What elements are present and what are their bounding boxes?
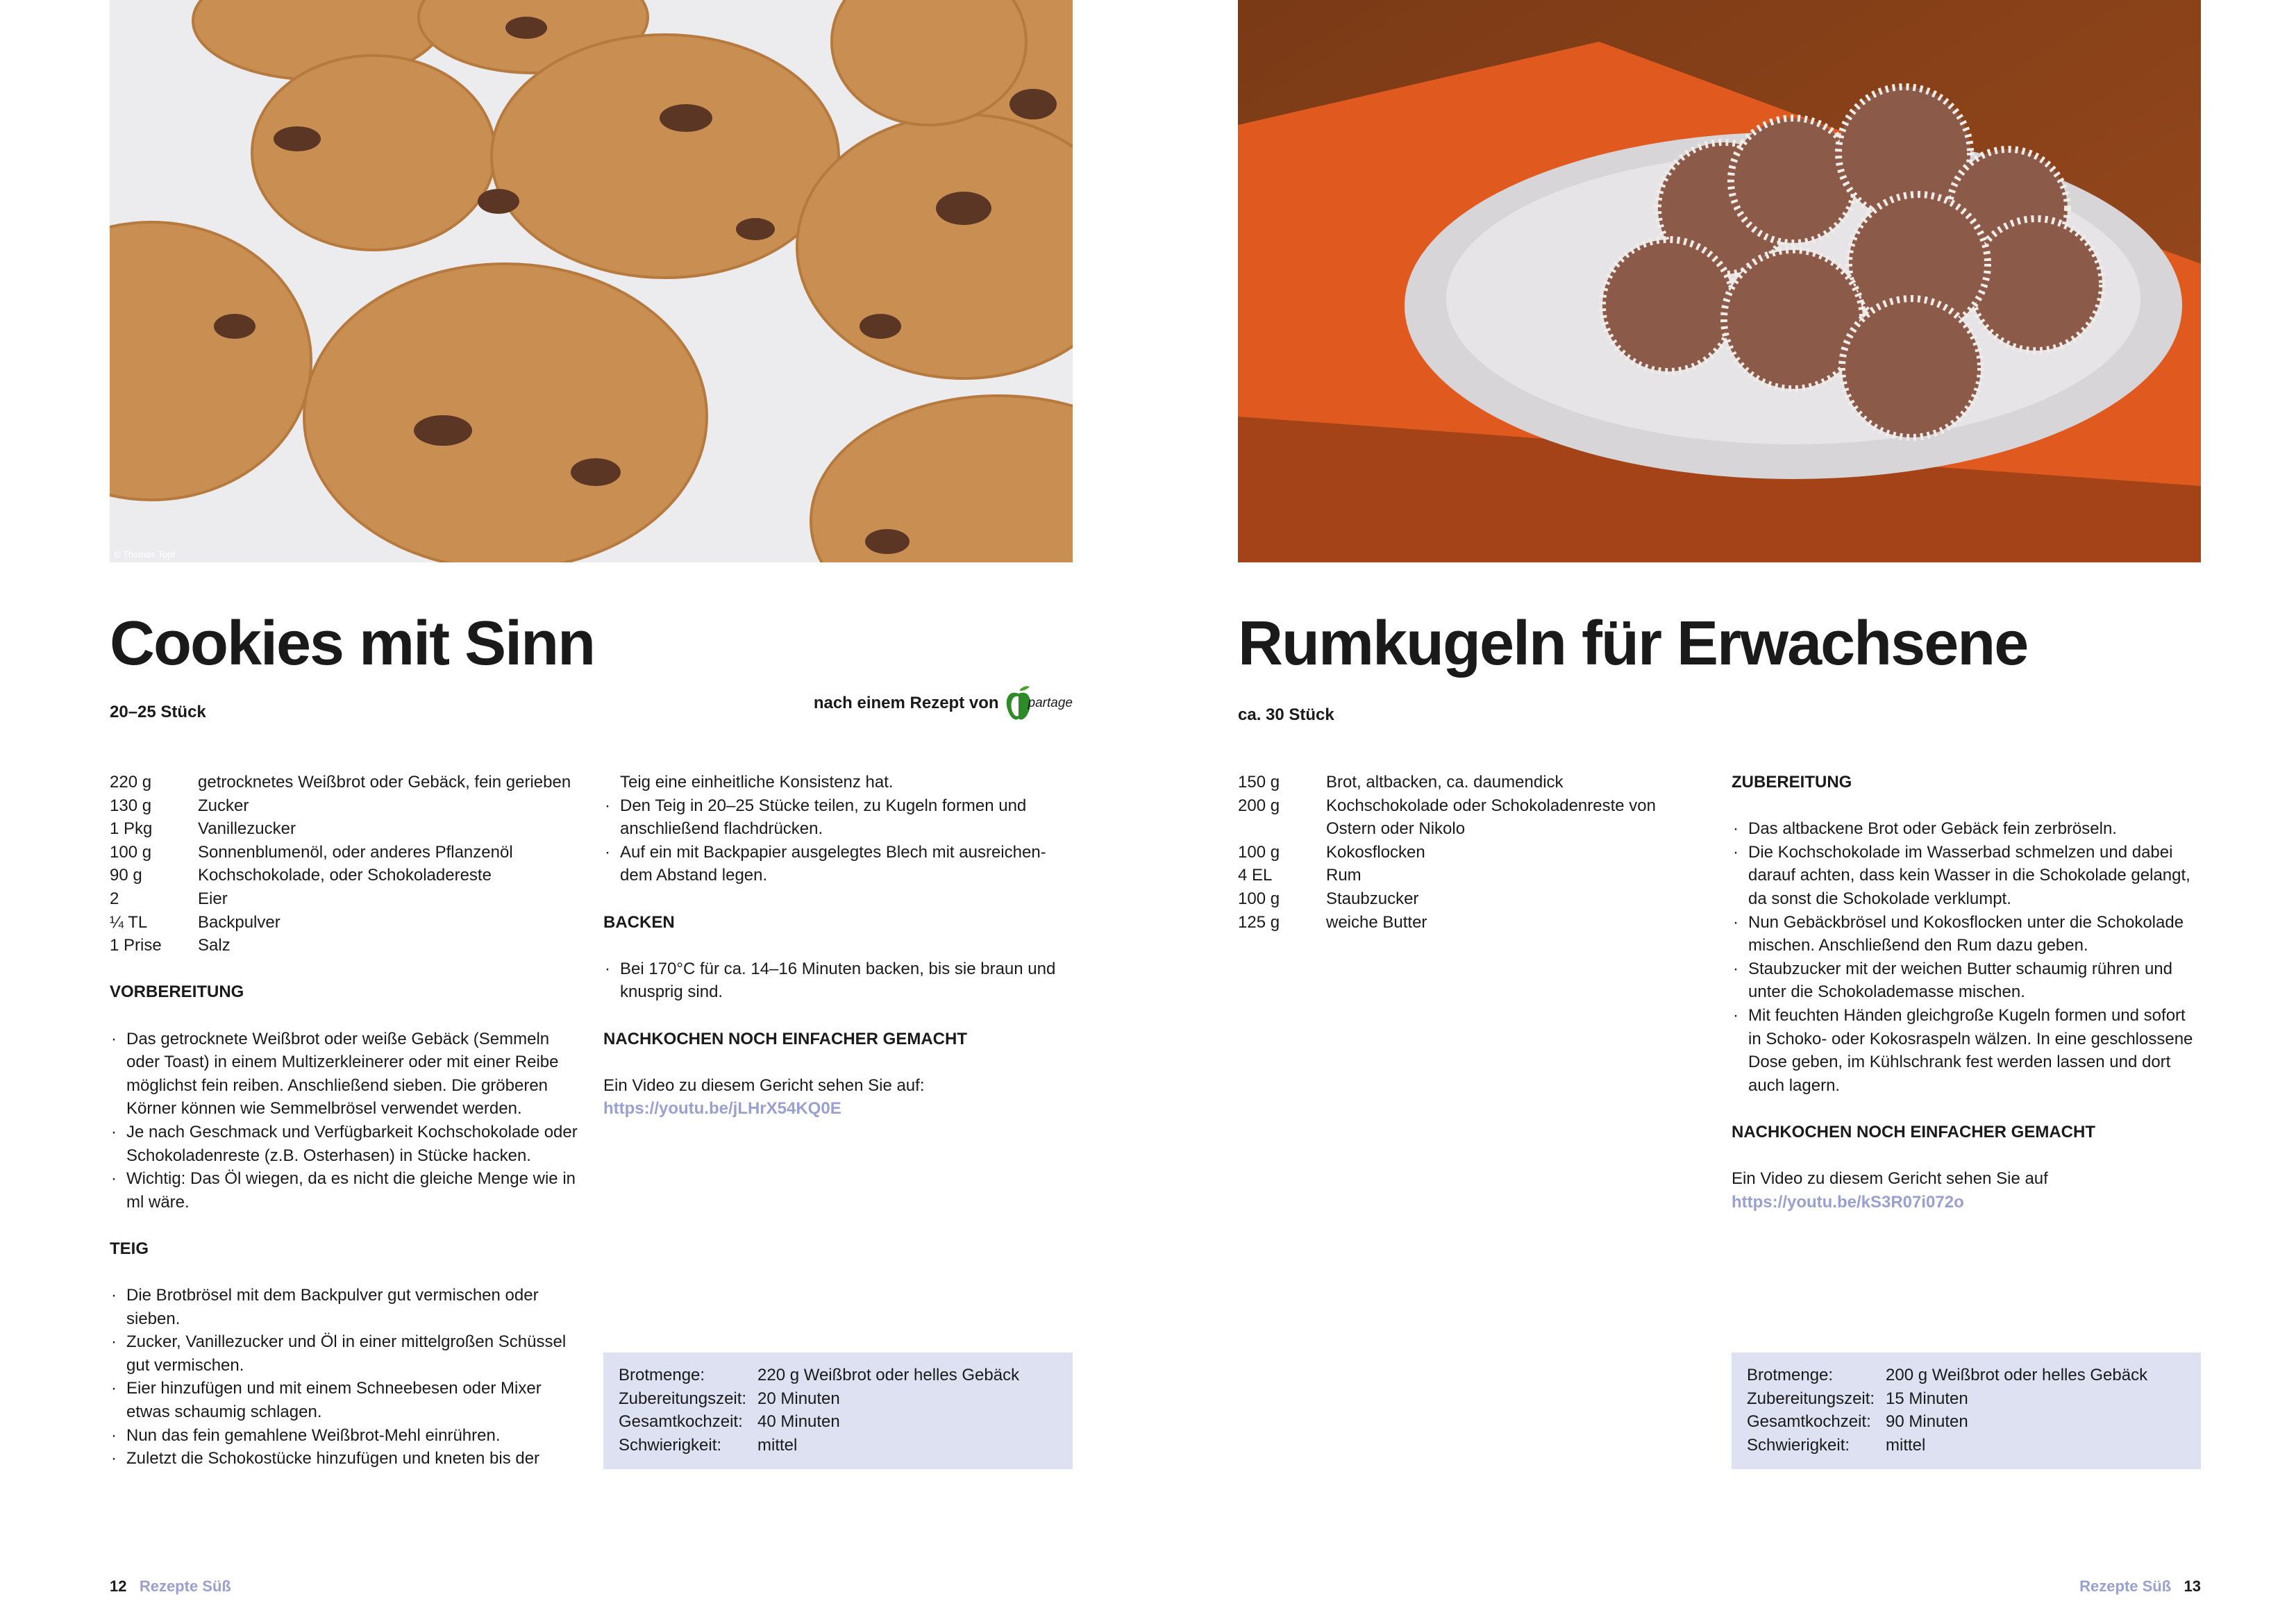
ingredient-row bbox=[1238, 841, 1682, 864]
info-row bbox=[619, 1434, 1057, 1457]
ingredient-amount: 90 g bbox=[110, 866, 142, 885]
step-item: · Je nach Geschmack und Verfügbarkeit Kochschokolade oder Schokoladenreste (z.B. Osterhasen) in Stücke hacken. bbox=[110, 1121, 582, 1167]
step-item: · Die Brotbrösel mit dem Backpulver gut vermischen oder sieben. bbox=[110, 1284, 582, 1330]
recipe-title-rumkugeln: Rumkugeln für Erwachsene bbox=[1238, 609, 2028, 678]
photo-credit: © Thomas Topf bbox=[114, 549, 175, 560]
info-row bbox=[1747, 1434, 2186, 1457]
recipe-title-cookies: Cookies mit Sinn bbox=[110, 609, 595, 678]
ingredient-row bbox=[110, 864, 582, 887]
step-item: · Nun Gebäckbrösel und Kokosflocken unter die Schokolade mischen. Anschließend den Rum dazu geben. bbox=[1732, 911, 2201, 957]
ingredients-list-cookies bbox=[110, 771, 582, 957]
info-value: 40 Minuten bbox=[757, 1412, 840, 1432]
step-item: · Mit feuchten Händen gleichgroße Kugeln formen und sofort in Schoko- oder Kokosraspeln wälzen. In eine geschlossene Dose geben, im Kühlschrank fest werden lassen und dort auch lagern. bbox=[1732, 1004, 2201, 1097]
ingredient-name: Zucker bbox=[198, 796, 249, 815]
ingredient-name: Eier bbox=[198, 889, 228, 908]
info-box-cookies bbox=[603, 1353, 1073, 1469]
ingredient-row bbox=[110, 817, 582, 841]
section-name: Rezepte Süß bbox=[2079, 1577, 2172, 1595]
ingredient-name: weiche Butter bbox=[1326, 912, 1427, 932]
info-value: 20 Minuten bbox=[757, 1389, 840, 1408]
info-key: Zubereitungszeit: bbox=[1747, 1389, 1875, 1408]
ingredient-amount: 100 g bbox=[1238, 842, 1280, 862]
ingredient-name: Kochschokolade, oder Schokoladereste bbox=[198, 866, 492, 885]
ingredient-amount: 200 g bbox=[1238, 796, 1280, 815]
ingredient-amount: 4 EL bbox=[1238, 866, 1273, 885]
ingredient-name: Kochschokolade oder Schokoladenreste von Ostern oder Nikolo bbox=[1326, 796, 1656, 839]
rumkugeln-photo bbox=[1238, 0, 2201, 562]
ingredient-name: Sonnenblumenöl, oder anderes Pflanzenöl bbox=[198, 842, 513, 862]
ingredient-amount: 220 g bbox=[110, 773, 152, 792]
info-key: Schwierigkeit: bbox=[1747, 1435, 1850, 1455]
heading-backen: BACKEN bbox=[603, 912, 675, 932]
rumkugeln-photo-graphic bbox=[1238, 0, 2201, 562]
video-text: Ein Video zu diesem Gericht sehen Sie auf bbox=[1732, 1169, 2048, 1189]
servings-rumkugeln: ca. 30 Stück bbox=[1238, 705, 1334, 724]
cookies-photo-graphic bbox=[110, 0, 1073, 562]
footer-left bbox=[110, 1577, 231, 1596]
ingredient-name: Rum bbox=[1326, 866, 1361, 885]
info-value: mittel bbox=[757, 1435, 798, 1455]
info-value: 90 Minuten bbox=[1886, 1412, 1968, 1432]
info-key: Gesamtkochzeit: bbox=[619, 1412, 743, 1432]
info-key: Gesamtkochzeit: bbox=[1747, 1412, 1871, 1432]
ingredient-row bbox=[110, 841, 582, 864]
info-value: 200 g Weißbrot oder helles Gebäck bbox=[1886, 1366, 2148, 1384]
heading-zubereitung: ZUBEREITUNG bbox=[1732, 773, 1852, 792]
step-item: · Zuletzt die Schokostücke hinzufügen und kneten bis der bbox=[110, 1447, 582, 1471]
ingredient-name: Backpulver bbox=[198, 912, 280, 932]
ingredient-row bbox=[110, 887, 582, 911]
step-item: · Den Teig in 20–25 Stücke teilen, zu Kugeln formen und anschließend flachdrücken. bbox=[603, 794, 1073, 841]
video-text: Ein Video zu diesem Gericht sehen Sie auf: bbox=[603, 1075, 925, 1095]
ingredient-row bbox=[110, 794, 582, 818]
ingredient-amount: 100 g bbox=[110, 842, 152, 862]
step-item-continued: Teig eine einheitliche Konsistenz hat. bbox=[620, 773, 894, 792]
ingredient-row bbox=[110, 911, 582, 935]
info-value: 15 Minuten bbox=[1886, 1389, 1968, 1408]
left-column-1 bbox=[110, 771, 582, 1471]
ingredient-row bbox=[1238, 911, 1682, 935]
step-item: · Staubzucker mit der weichen Butter schaumig rühren und unter die Schokolademasse mischen. bbox=[1732, 957, 2201, 1004]
ingredient-amount: ¼ TL bbox=[110, 912, 148, 932]
teig-steps bbox=[110, 1284, 582, 1471]
step-item: · Wichtig: Das Öl wiegen, da es nicht die gleiche Menge wie in ml wäre. bbox=[110, 1167, 582, 1214]
ingredient-name: Kokosflocken bbox=[1326, 842, 1425, 862]
backen-steps bbox=[603, 957, 1073, 1004]
step-item: · Das altbackene Brot oder Gebäck fein zerbröseln. bbox=[1732, 817, 2201, 841]
ingredient-row bbox=[110, 771, 582, 794]
heading-teig: TEIG bbox=[110, 1239, 149, 1258]
step-item: · Bei 170°C für ca. 14–16 Minuten backen, bis sie braun und knusprig sind. bbox=[603, 957, 1073, 1004]
step-item: · Eier hinzufügen und mit einem Schneebesen oder Mixer etwas schaumig schlagen. bbox=[110, 1377, 582, 1423]
info-key: Schwierigkeit: bbox=[619, 1435, 722, 1455]
step-item: · Nun das fein gemahlene Weißbrot-Mehl einrühren. bbox=[110, 1424, 582, 1448]
ingredient-name: Staubzucker bbox=[1326, 889, 1419, 908]
ingredient-row bbox=[1238, 794, 1682, 841]
info-key: Brotmenge: bbox=[1747, 1366, 1834, 1384]
heading-video: NACHKOCHEN NOCH EINFACHER GEMACHT bbox=[1732, 1122, 2096, 1141]
right-column-1 bbox=[1238, 771, 1682, 934]
ingredient-amount: 125 g bbox=[1238, 912, 1280, 932]
info-key: Brotmenge: bbox=[619, 1366, 705, 1384]
ingredient-amount: 2 bbox=[110, 889, 119, 908]
partage-logo bbox=[1005, 684, 1073, 723]
heading-vorbereitung: VORBEREITUNG bbox=[110, 982, 244, 1002]
info-row bbox=[1747, 1364, 2186, 1387]
ingredient-name: Brot, altbacken, ca. daumendick bbox=[1326, 773, 1564, 792]
partage-logo-text: partage bbox=[1028, 696, 1073, 710]
ingredient-name: Vanillezucker bbox=[198, 819, 296, 839]
info-row bbox=[619, 1410, 1057, 1434]
video-link[interactable]: https://youtu.be/jLHrX54KQ0E bbox=[603, 1099, 841, 1119]
info-row bbox=[1747, 1387, 2186, 1411]
ingredient-row bbox=[1238, 864, 1682, 887]
ingredient-amount: 100 g bbox=[1238, 889, 1280, 908]
step-item: · Zucker, Vanillezucker und Öl in einer mittelgroßen Schüssel gut vermischen. bbox=[110, 1330, 582, 1377]
servings-cookies: 20–25 Stück bbox=[110, 703, 206, 721]
ingredient-amount: 1 Prise bbox=[110, 936, 162, 955]
info-value: mittel bbox=[1886, 1435, 1926, 1455]
page-number: 13 bbox=[2184, 1577, 2201, 1595]
source-label: nach einem Rezept von bbox=[813, 694, 999, 712]
cookies-photo bbox=[110, 0, 1073, 562]
zubereitung-steps bbox=[1732, 817, 2201, 1097]
teig-steps-continued bbox=[603, 771, 1073, 887]
info-key: Zubereitungszeit: bbox=[619, 1389, 747, 1408]
video-link[interactable]: https://youtu.be/kS3R07i072o bbox=[1732, 1192, 1964, 1212]
info-box-rumkugeln bbox=[1732, 1353, 2201, 1469]
section-name: Rezepte Süß bbox=[139, 1577, 231, 1595]
right-column-2 bbox=[1732, 771, 2201, 1214]
left-column-2 bbox=[603, 771, 1073, 1121]
ingredient-row bbox=[1238, 771, 1682, 794]
recipe-source bbox=[814, 684, 1073, 723]
page-number: 12 bbox=[110, 1577, 127, 1595]
ingredient-amount: 1 Pkg bbox=[110, 819, 153, 839]
ingredient-amount: 150 g bbox=[1238, 773, 1280, 792]
step-item: · Das getrocknete Weißbrot oder weiße Gebäck (Semmeln oder Toast) in einem Multizerkleinerer oder mit einer Reibe möglichst fein reiben. Anschließend sieben. Die gröberen Körner können wie Semmelbrösel verwendet werden. bbox=[110, 1028, 582, 1121]
ingredient-amount: 130 g bbox=[110, 796, 152, 815]
heading-video: NACHKOCHEN NOCH EINFACHER GEMACHT bbox=[603, 1029, 968, 1048]
step-item: · Die Kochschokolade im Wasserbad schmelzen und dabei darauf achten, dass kein Wasser in die Schokolade gelangt, da sonst die Schokolade verklumpt. bbox=[1732, 841, 2201, 911]
info-row bbox=[1747, 1410, 2186, 1434]
info-row bbox=[619, 1387, 1057, 1411]
ingredient-row bbox=[110, 934, 582, 957]
ingredient-row bbox=[1238, 887, 1682, 911]
ingredient-name: Salz bbox=[198, 936, 231, 955]
info-value: 220 g Weißbrot oder helles Gebäck bbox=[757, 1366, 1020, 1384]
info-row bbox=[619, 1364, 1057, 1387]
step-item: · Auf ein mit Backpapier ausgelegtes Blech mit ausreichen-dem Abstand legen. bbox=[603, 841, 1073, 887]
vorbereitung-steps bbox=[110, 1028, 582, 1214]
ingredient-name: getrocknetes Weißbrot oder Gebäck, fein gerieben bbox=[198, 773, 571, 792]
footer-right bbox=[2079, 1577, 2201, 1596]
